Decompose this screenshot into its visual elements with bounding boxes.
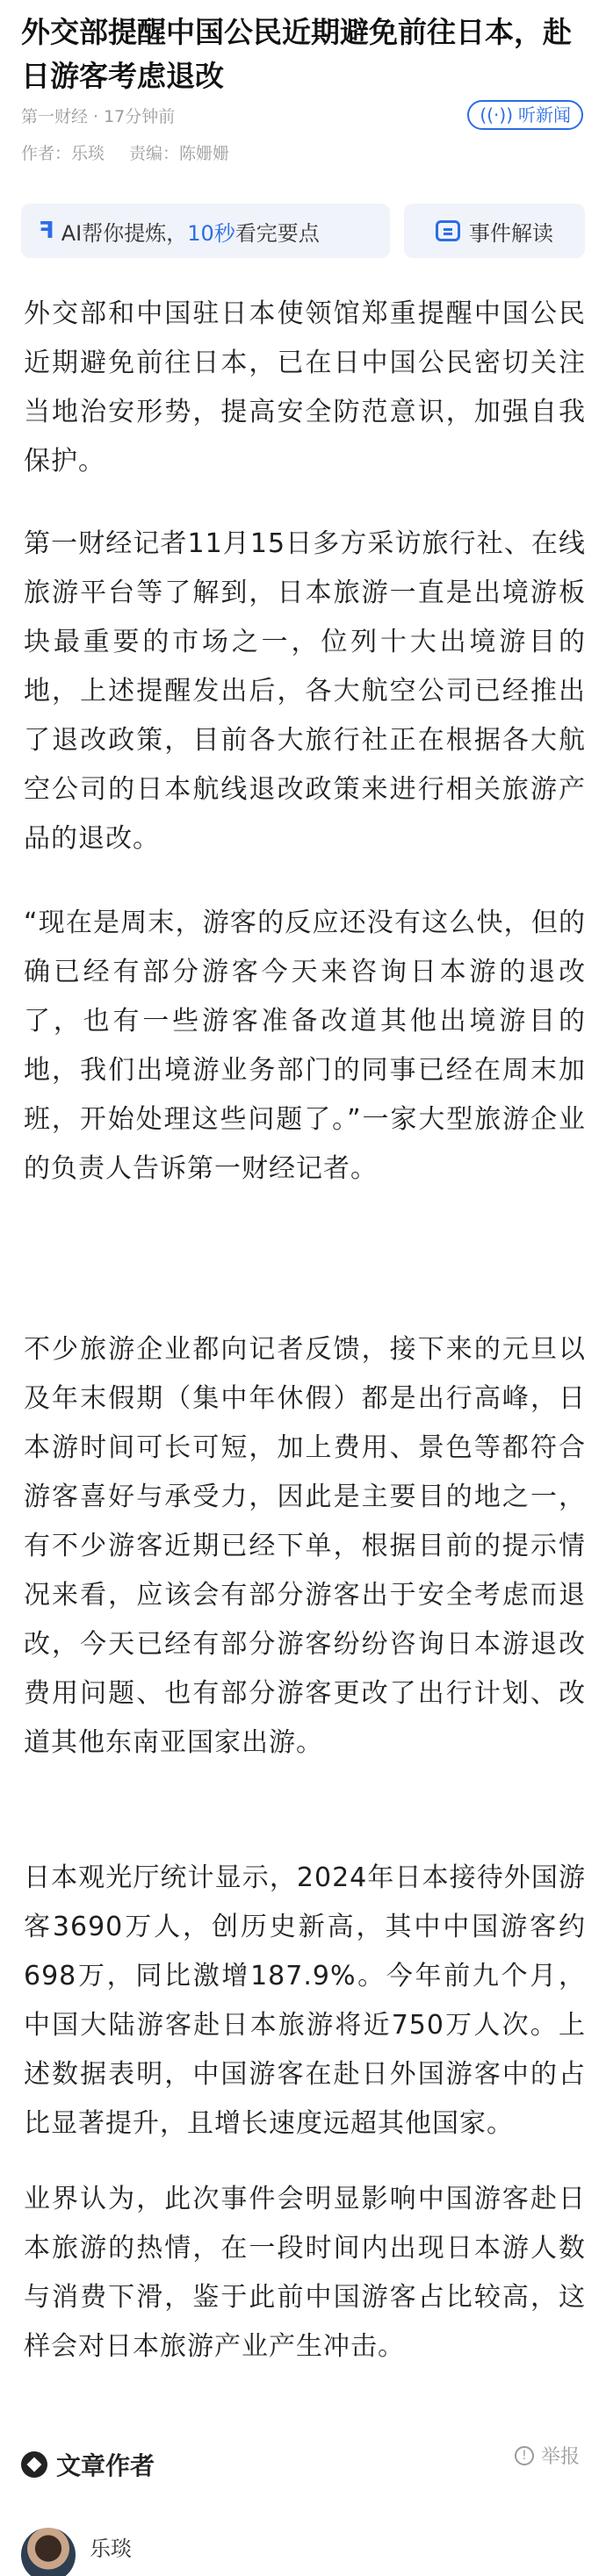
editor-name: 陈姗姗 [179,144,230,163]
chat-bubble-icon [436,220,460,241]
compass-icon [21,2451,47,2478]
article-paragraph: 外交部和中国驻日本使领馆郑重提醒中国公民近期避免前往日本，已在日中国公民密切关注当地治安形势，提高安全防范意识，加强自我保护。 [24,298,586,477]
author-card[interactable] [21,2528,132,2576]
listen-news-button[interactable] [467,100,583,130]
article-author-section [21,2447,583,2482]
source-name: 第一财经 [21,107,89,126]
article-paragraph: 不少旅游企业都向记者反馈，接下来的元旦以及年末假期（集中年休假）都是出行高峰，日本游时间可长可短，加上费用、景色等都符合游客喜好与承受力，因此是主要目的地之一，有不少游客近期已经下单，根据目前的提示情况来看，应该会有部分游客出于安全考虑而退改，今天已经有部分游客纷纷咨询日本游退改费用问题、也有部分游客更改了出行计划、改道其他东南亚国家出游。 [24,1334,586,1758]
warning-icon: ! [515,2446,534,2465]
report-button[interactable]: ! 举报 [515,2442,580,2469]
author-name[interactable]: 乐琰 [90,2536,132,2561]
avatar[interactable] [21,2528,76,2576]
author-link[interactable]: 乐琰 [71,144,105,163]
ai-summary-button[interactable]: ꟻ AI帮你提炼， 10秒 看完要点 [21,204,390,258]
article-paragraph: 业界认为，此次事件会明显影响中国游客赴日本旅游的热情，在一段时间内出现日本游人数与消费下滑，鉴于此前中国游客占比较高，这样会对日本旅游产业产生冲击。 [24,2184,586,2362]
event-explain-button[interactable]: 事件解读 [404,204,585,258]
author-row: 作者：乐琰 责编：陈姗姗 [21,144,230,163]
section-title: 文章作者 [56,2451,155,2480]
article-meta: 第一财经 · 17分钟前 ((·)) 听新闻 [21,104,583,130]
publish-time: 17分钟前 [104,107,176,126]
article-paragraph: 日本观光厅统计显示，2024年日本接待外国游客3690万人，创历史新高，其中中国游客约698万，同比激增187.9%。今年前九个月，中国大陆游客赴日本旅游将近750万人次。上述数据表明，中国游客在赴日外国游客中的占比显著提升，且增长速度远超其他国家。 [24,1862,586,2139]
article-paragraph: 第一财经记者11月15日多方采访旅行社、在线旅游平台等了解到，日本旅游一直是出境游板块最重要的市场之一，位列十大出境游目的地，上述提醒发出后，各大航空公司已经推出了退改政策，目前各大旅行社正在根据各大航空公司的日本航线退改政策来进行相关旅游产品的退改。 [24,528,586,854]
article-paragraph: “现在是周末，游客的反应还没有这么快，但的确已经有部分游客今天来咨询日本游的退改了，也有一些游客准备改道其他出境游目的地，我们出境游业务部门的同事已经在周末加班，开始处理这些问题了。”一家大型旅游企业的负责人告诉第一财经记者。 [24,908,586,1184]
article-title: 外交部提醒中国公民近期避免前往日本，赴日游客考虑退改 [21,15,572,93]
ai-icon: ꟻ [39,218,54,244]
audio-icon: ((·)) [480,104,513,126]
listen-news-label: 听新闻 [518,104,571,126]
